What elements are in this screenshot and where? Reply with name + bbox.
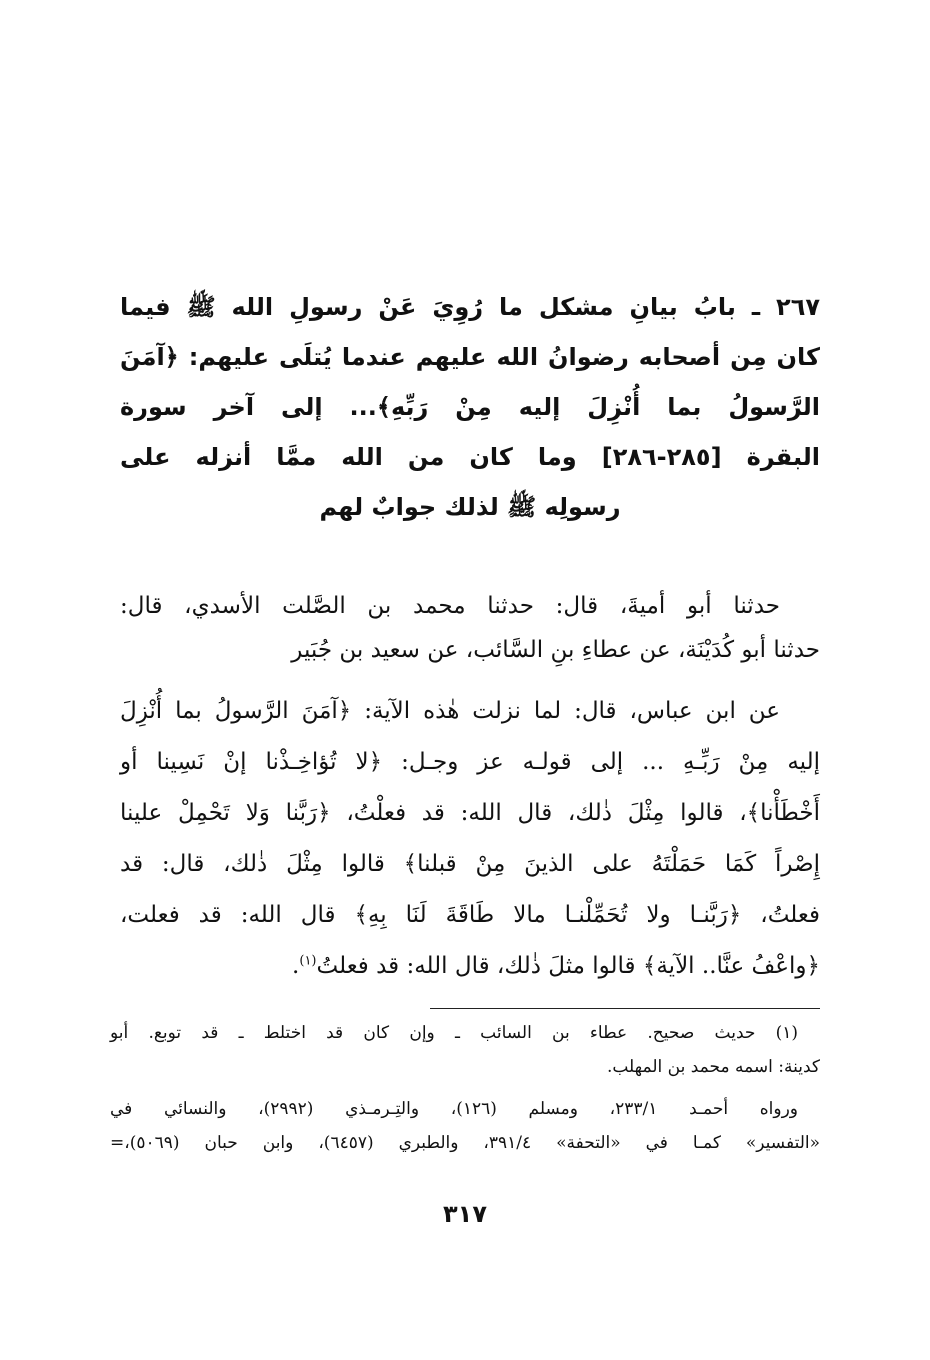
isnad-line: حدثنا أبو كُدَيْنَة، عن عطاءِ بنِ السَّائب، عن سعيد بن جُبَير (291, 637, 820, 663)
hadith-line: عن ابن عباس، قال: لما نزلت هٰذه الآية: ﴿آمَنَ الرَّسولُ بما أُنْزِلَ (120, 698, 780, 724)
hadith-text (120, 686, 820, 992)
hadith-line: أَخْطَأْنا﴾، قالوا مِثْلَ ذٰلك، قال الله: قد فعلْتُ، ﴿رَبَّنا وَلا تَحْمِلْ علينا (120, 800, 820, 826)
hadith-line-text: ﴿واعْفُ عنَّا.. الآية﴾ قالوا مثلَ ذٰلك، قال الله: قد فعلتُ (316, 953, 820, 979)
footnote-line: ورواه أحمـد ٢٣٣/١، ومسلم (١٢٦)، والتِـرمـذي (٢٩٩٢)، والنسائي في (110, 1099, 798, 1119)
chapter-heading-line: رسولِه ﷺ لذلك جوابٌ لهم (319, 493, 621, 521)
hadith-line: إليه مِنْ رَبِّـهِ ... إلى قولـه عز وجـل: ﴿لا تُؤاخِـذْنا إنْ نَسِينا أو (120, 749, 820, 775)
page-number: ٣١٧ (443, 1200, 487, 1228)
footnote-line: كدينة: اسمه محمد بن المهلب. (606, 1057, 820, 1077)
footnote-line: «التفسير» كمـا في «التحفة» ٣٩١/٤، والطبري (٦٤٥٧)، وابن حبان (٥٠٦٩)،= (110, 1133, 821, 1153)
footnote-line: (١) حديث صحيح. عطاء بن السائب ـ وإن كان قد اختلط ـ قد توبع. أبو (110, 1023, 798, 1043)
isnad-paragraph (120, 584, 820, 672)
footnote-separator (430, 1008, 820, 1009)
hadith-last-line (120, 941, 820, 992)
chapter-heading-line: ٢٦٧ ـ بابُ بيانِ مشكل ما رُوِيَ عَنْ رسولِ الله ﷺ فيما (120, 293, 820, 321)
chapter-heading-line: الرَّسولُ بما أُنْزِلَ إليه مِنْ رَبِّهِ﴾... إلى آخر سورة (120, 393, 820, 421)
isnad-line: حدثنا أبو أميةَ، قال: حدثنا محمد بن الصَّلت الأسدي، قال: (120, 593, 780, 619)
chapter-heading (120, 282, 820, 532)
footnotes (110, 1016, 820, 1160)
end-mark: . (292, 953, 300, 979)
hadith-line: فعلتُ، ﴿رَبَّنـا ولا تُحَمِّلْنـا مالا طَاقَةَ لَنَا بِهِ﴾ قال الله: قد فعلت، (120, 902, 820, 928)
chapter-heading-line: البقرة [٢٨٥-٢٨٦] وما كان من الله ممَّا أنزله على (120, 443, 820, 471)
chapter-heading-line: كان مِن أصحابه رضوانُ الله عليهم عندما يُتلَى عليهم: ﴿آمَنَ (120, 343, 820, 371)
footnote-marker[interactable]: (١) (299, 953, 317, 969)
hadith-line: إِصْراً كَمَا حَمَلْتَهُ على الذينَ مِنْ قبلنا﴾ قالوا مِثْلَ ذٰلك، قال: قد (120, 851, 820, 877)
